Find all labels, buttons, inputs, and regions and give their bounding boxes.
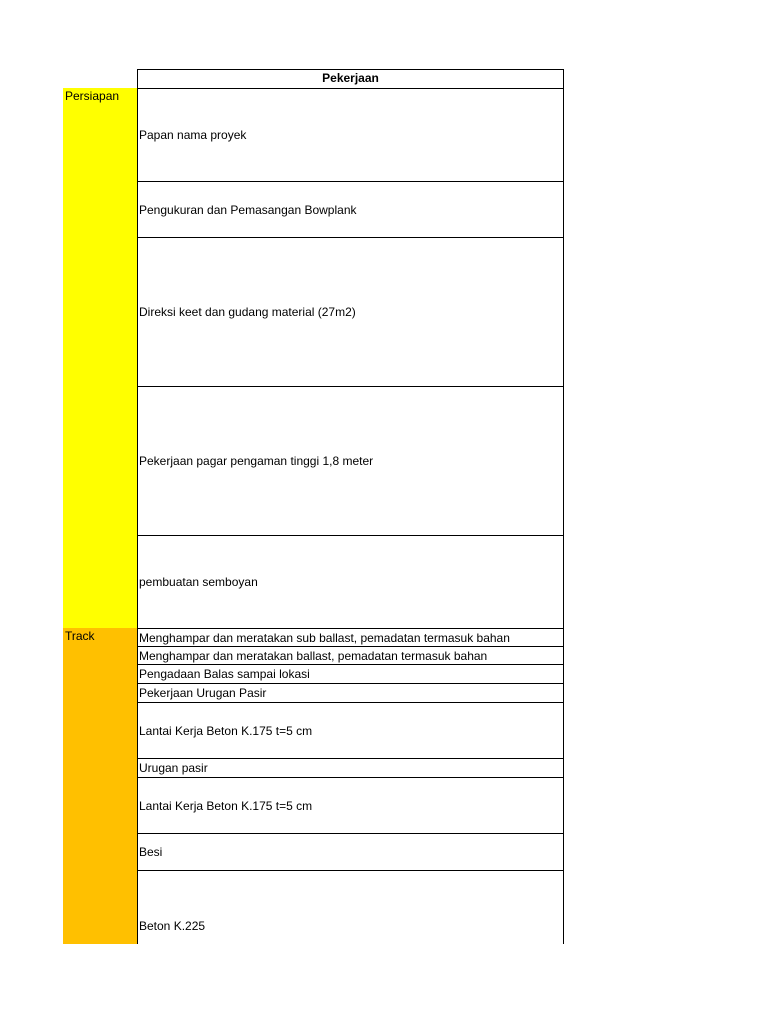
- category-cell-track[interactable]: [63, 628, 137, 944]
- table-row[interactable]: [137, 684, 564, 703]
- table-row[interactable]: [137, 182, 564, 238]
- table-row[interactable]: [137, 871, 564, 944]
- cell-text: Urugan pasir: [139, 761, 208, 775]
- table-row[interactable]: [137, 536, 564, 629]
- table-row[interactable]: [137, 778, 564, 834]
- cell-text: pembuatan semboyan: [139, 575, 258, 589]
- table-row[interactable]: [137, 89, 564, 182]
- cell-text: Beton K.225: [139, 919, 206, 933]
- cell-text: Menghampar dan meratakan ballast, pemadatan termasuk bahan: [139, 648, 488, 663]
- cell-text: Pekerjaan pagar pengaman tinggi 1,8 meter: [139, 454, 374, 468]
- cell-text: Direksi keet dan gudang material (27m2): [139, 305, 356, 319]
- category-label: Persiapan: [65, 89, 120, 103]
- cell-text: Menghampar dan meratakan sub ballast, pemadatan termasuk bahan: [139, 630, 510, 645]
- cell-text: Papan nama proyek: [139, 128, 247, 142]
- cell-text: Lantai Kerja Beton K.175 t=5 cm: [139, 723, 313, 738]
- cell-text: Pekerjaan Urugan Pasir: [139, 686, 267, 700]
- cell-text: Besi: [139, 845, 163, 859]
- category-label: Track: [65, 629, 95, 643]
- table-row[interactable]: [137, 387, 564, 536]
- table-row[interactable]: [137, 665, 564, 684]
- column-header-label: Pekerjaan: [322, 71, 379, 85]
- table-row[interactable]: [137, 703, 564, 759]
- cell-text: Pengadaan Balas sampai lokasi: [139, 667, 310, 681]
- table-row[interactable]: [137, 759, 564, 778]
- cell-text: Pengukuran dan Pemasangan Bowplank: [139, 202, 357, 217]
- column-header-pekerjaan[interactable]: [137, 69, 564, 89]
- table-row[interactable]: [137, 834, 564, 871]
- category-cell-persiapan[interactable]: [63, 88, 137, 628]
- table-row[interactable]: [137, 629, 564, 647]
- table-row[interactable]: [137, 647, 564, 665]
- table-row[interactable]: [137, 238, 564, 387]
- cell-text: Lantai Kerja Beton K.175 t=5 cm: [139, 798, 313, 813]
